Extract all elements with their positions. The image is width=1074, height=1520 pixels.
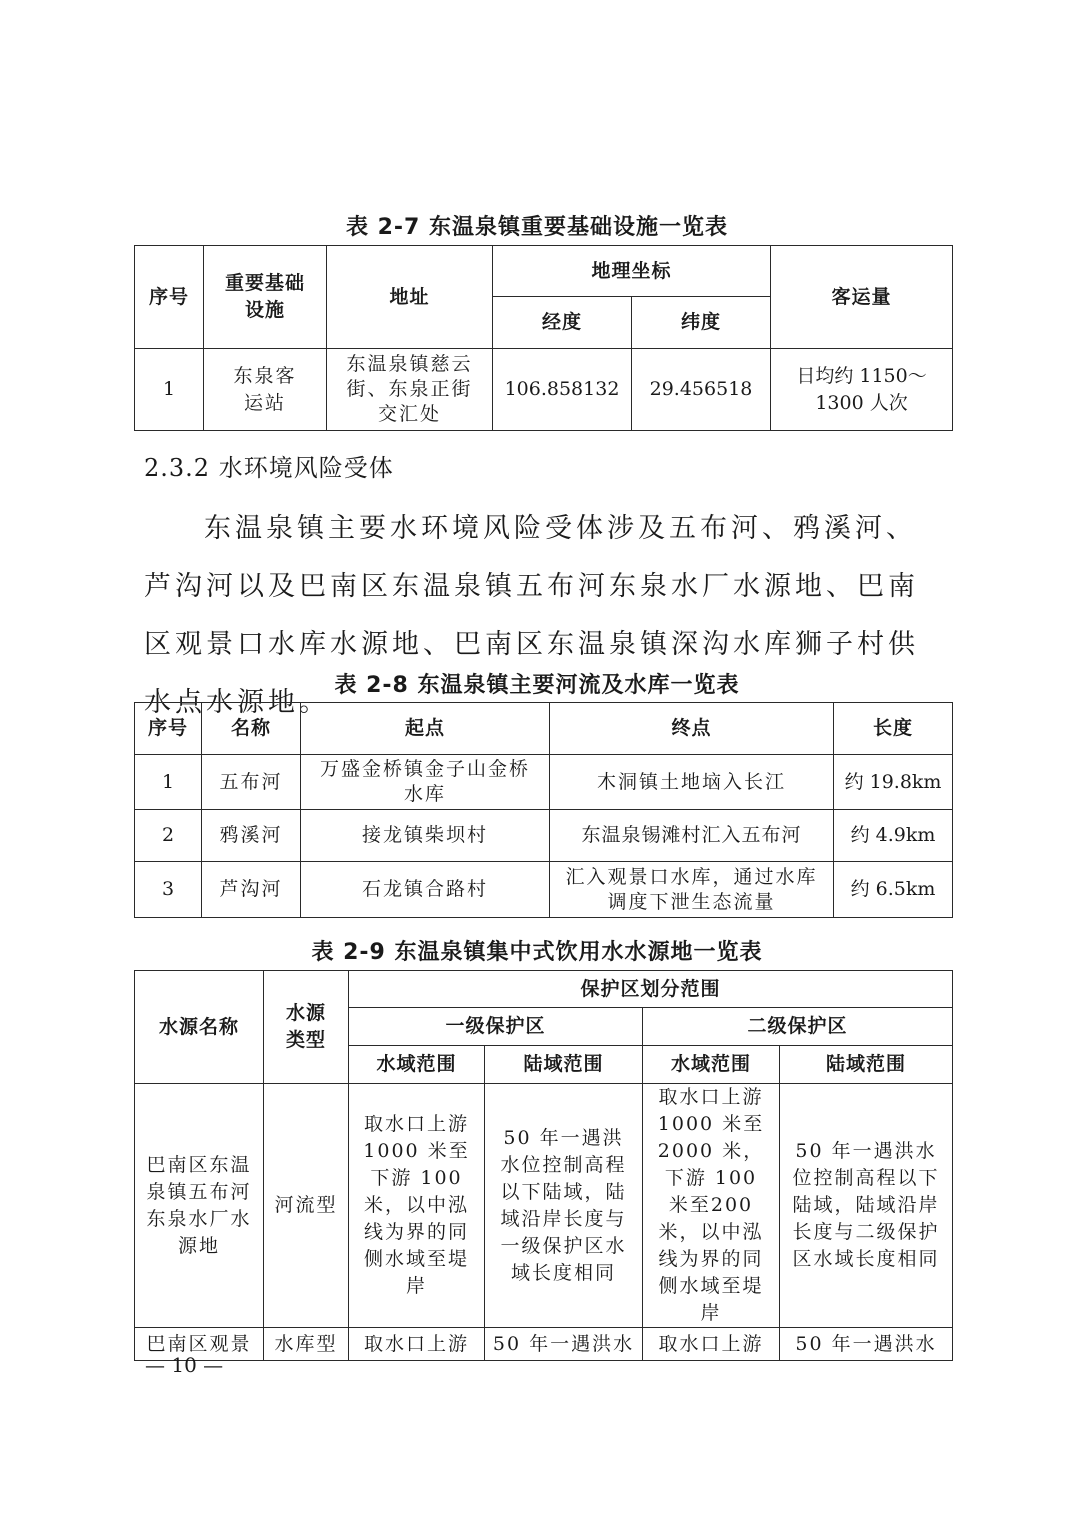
cell-facility: 东泉客运站 — [204, 349, 327, 431]
section-heading: 2.3.2 水环境风险受体 — [144, 454, 394, 482]
paragraph-text: 东温泉镇主要水环境风险受体涉及五布河、鸦溪河、芦沟河以及巴南区东温泉镇五布河东泉水厂水源地、巴南区观景口水库水源地、巴南区东温泉镇深沟水库狮子村供水点水源地。 — [144, 513, 919, 718]
cell-length: 约 6.5km — [834, 862, 953, 918]
cell-name: 鸦溪河 — [202, 810, 301, 862]
cell-l1-water: 取水口上游 — [349, 1328, 485, 1361]
cell-l1-land: 50 年一遇洪水位控制高程以下陆域，陆域沿岸长度与一级保护区水域长度相同 — [485, 1084, 643, 1328]
cell-length: 约 4.9km — [834, 810, 953, 862]
cell-l2-land: 50 年一遇洪水 — [780, 1328, 953, 1361]
header-source-name: 水源名称 — [135, 971, 264, 1084]
header-l1-water: 水域范围 — [349, 1046, 485, 1084]
cell-start: 石龙镇合路村 — [301, 862, 550, 918]
cell-longitude: 106.858132 — [493, 349, 632, 431]
table-row — [135, 755, 953, 810]
header-coordinates: 地理坐标 — [493, 246, 771, 297]
header-facility: 重要基础设施 — [204, 246, 327, 349]
cell-name: 芦沟河 — [202, 862, 301, 918]
cell-l1-land: 50 年一遇洪水 — [485, 1328, 643, 1361]
cell-l2-land: 50 年一遇洪水位控制高程以下陆域，陆域沿岸长度与二级保护区水域长度相同 — [780, 1084, 953, 1328]
cell-latitude: 29.456518 — [632, 349, 771, 431]
cell-traffic: 日均约 1150～1300 人次 — [771, 349, 953, 431]
header-traffic: 客运量 — [771, 246, 953, 349]
table-2-7 — [134, 245, 953, 431]
header-level1: 一级保护区 — [349, 1008, 643, 1046]
cell-address: 东温泉镇慈云街、东泉正街交汇处 — [327, 349, 493, 431]
cell-source-name: 巴南区观景 — [135, 1328, 264, 1361]
cell-no: 3 — [135, 862, 202, 918]
header-no: 序号 — [135, 246, 204, 349]
cell-start: 万盛金桥镇金子山金桥水库 — [301, 755, 550, 810]
cell-start: 接龙镇柴坝村 — [301, 810, 550, 862]
header-l1-land: 陆域范围 — [485, 1046, 643, 1084]
cell-source-name: 巴南区东温泉镇五布河东泉水厂水源地 — [135, 1084, 264, 1328]
cell-source-type: 河流型 — [264, 1084, 349, 1328]
cell-end: 东温泉锡滩村汇入五布河 — [550, 810, 834, 862]
cell-l2-water: 取水口上游1000 米至2000 米，下游 100 米至200 米，以中泓线为界的同侧水域至堤岸 — [643, 1084, 780, 1328]
cell-length: 约 19.8km — [834, 755, 953, 810]
table-row — [135, 1328, 953, 1361]
table-2-9-caption: 表 2-9 东温泉镇集中式饮用水水源地一览表 — [311, 940, 763, 965]
header-end: 终点 — [550, 703, 834, 755]
cell-no: 2 — [135, 810, 202, 862]
header-source-type: 水源类型 — [264, 971, 349, 1084]
header-protect-range: 保护区划分范围 — [349, 971, 953, 1008]
cell-source-type: 水库型 — [264, 1328, 349, 1361]
cell-no: 1 — [135, 349, 204, 431]
cell-l1-water: 取水口上游1000 米至下游 100 米，以中泓线为界的同侧水域至堤岸 — [349, 1084, 485, 1328]
header-level2: 二级保护区 — [643, 1008, 953, 1046]
table-row — [135, 810, 953, 862]
table-2-8-caption: 表 2-8 东温泉镇主要河流及水库一览表 — [334, 673, 740, 698]
cell-end: 汇入观景口水库，通过水库调度下泄生态流量 — [550, 862, 834, 918]
table-2-7-caption: 表 2-7 东温泉镇重要基础设施一览表 — [345, 215, 729, 240]
table-row — [135, 1084, 953, 1328]
header-length: 长度 — [834, 703, 953, 755]
header-no: 序号 — [135, 703, 202, 755]
cell-end: 木洞镇土地垴入长江 — [550, 755, 834, 810]
table-row — [135, 349, 953, 431]
table-row — [135, 862, 953, 918]
header-latitude: 纬度 — [632, 297, 771, 349]
page-number: — 10 — — [145, 1353, 224, 1377]
header-address: 地址 — [327, 246, 493, 349]
header-l2-water: 水域范围 — [643, 1046, 780, 1084]
table-2-8 — [134, 702, 953, 918]
header-name: 名称 — [202, 703, 301, 755]
cell-no: 1 — [135, 755, 202, 810]
header-longitude: 经度 — [493, 297, 632, 349]
cell-name: 五布河 — [202, 755, 301, 810]
cell-l2-water: 取水口上游 — [643, 1328, 780, 1361]
table-2-9 — [134, 970, 953, 1361]
header-start: 起点 — [301, 703, 550, 755]
header-l2-land: 陆域范围 — [780, 1046, 953, 1084]
